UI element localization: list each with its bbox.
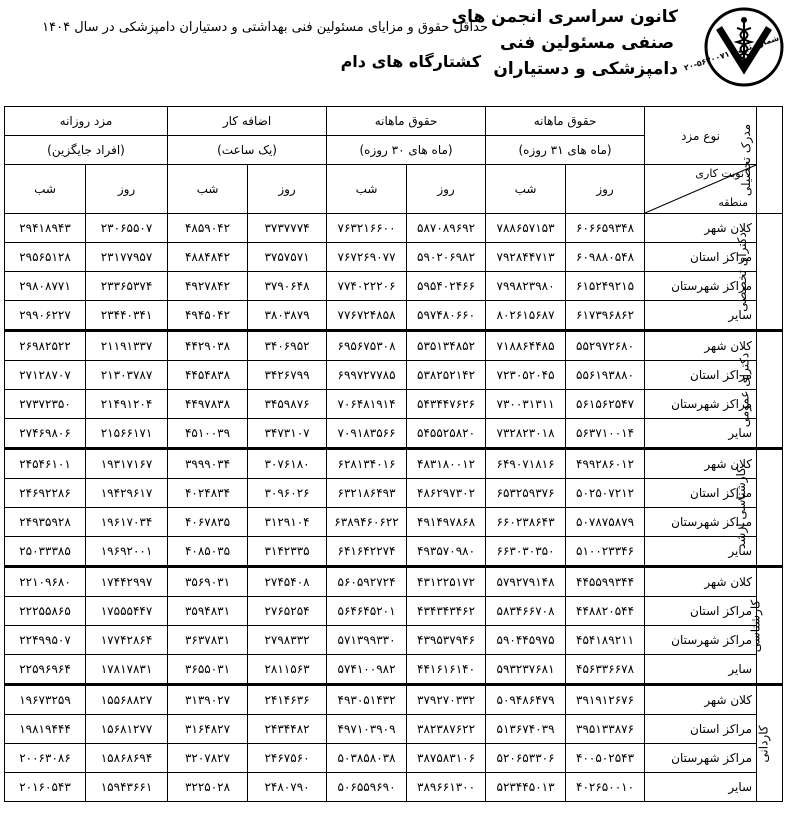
group-header-daily: مزد روزانه — [5, 107, 168, 136]
value-cell: ۱۵۶۸۱۲۷۷ — [86, 715, 168, 744]
region-cell: کلان شهر — [645, 214, 757, 243]
table-row — [5, 508, 783, 537]
value-cell: ۴۹۹۲۸۶۰۱۲ — [566, 449, 645, 479]
value-cell: ۳۵۶۹۰۳۱ — [168, 567, 248, 597]
degree-cell: دکترای عمومی — [757, 331, 783, 449]
table-row — [5, 331, 783, 361]
day-header: روز — [86, 165, 168, 214]
value-cell: ۲۲۲۵۵۸۶۵ — [5, 597, 86, 626]
value-cell: ۶۰۹۸۸۰۵۴۸ — [566, 243, 645, 272]
value-cell: ۴۴۸۸۲۰۵۴۴ — [566, 597, 645, 626]
value-cell: ۳۶۳۷۸۳۱ — [168, 626, 248, 655]
night-header: شب — [486, 165, 566, 214]
value-cell: ۳۸۲۳۸۷۶۲۲ — [407, 715, 486, 744]
value-cell: ۴۴۵۴۸۳۸ — [168, 361, 248, 390]
value-cell: ۲۷۴۶۹۸۰۶ — [5, 419, 86, 449]
table-row — [5, 537, 783, 567]
day-header: روز — [407, 165, 486, 214]
value-cell: ۳۴۰۶۹۵۲ — [248, 331, 327, 361]
value-cell: ۱۹۶۷۳۲۵۹ — [5, 685, 86, 715]
value-cell: ۴۵۴۱۸۹۲۱۱ — [566, 626, 645, 655]
group-header-overtime: اضافه کار — [168, 107, 327, 136]
value-cell: ۷۶۳۲۱۶۶۰۰ — [327, 214, 407, 243]
value-cell: ۵۸۳۴۶۶۷۰۸ — [486, 597, 566, 626]
region-cell: کلان شهر — [645, 685, 757, 715]
value-cell: ۴۰۰۵۰۲۵۴۳ — [566, 744, 645, 773]
table-row — [5, 685, 783, 715]
value-cell: ۵۰۲۵۰۷۲۱۲ — [566, 479, 645, 508]
value-cell: ۷۹۲۸۴۴۷۱۳ — [486, 243, 566, 272]
value-cell: ۴۸۵۹۰۴۲ — [168, 214, 248, 243]
value-cell: ۴۳۱۲۲۵۱۷۲ — [407, 567, 486, 597]
value-cell: ۲۷۳۷۲۳۵۰ — [5, 390, 86, 419]
value-cell: ۴۹۷۱۰۳۹۰۹ — [327, 715, 407, 744]
value-cell: ۳۴۲۶۷۹۹ — [248, 361, 327, 390]
value-cell: ۵۶۱۵۶۲۵۴۷ — [566, 390, 645, 419]
value-cell: ۳۴۵۹۸۷۶ — [248, 390, 327, 419]
value-cell: ۲۷۴۵۴۰۸ — [248, 567, 327, 597]
value-cell: ۲۴۹۳۵۹۲۸ — [5, 508, 86, 537]
value-cell: ۲۹۵۶۵۱۲۸ — [5, 243, 86, 272]
value-cell: ۴۴۲۹۰۳۸ — [168, 331, 248, 361]
value-cell: ۲۴۵۴۶۱۰۱ — [5, 449, 86, 479]
value-cell: ۱۹۶۹۲۰۰۱ — [86, 537, 168, 567]
value-cell: ۷۰۶۴۸۱۹۱۴ — [327, 390, 407, 419]
value-cell: ۵۶۳۷۱۰۰۱۴ — [566, 419, 645, 449]
table-row — [5, 626, 783, 655]
value-cell: ۳۲۰۷۸۲۷ — [168, 744, 248, 773]
group-header-monthly-31: حقوق ماهانه — [486, 107, 645, 136]
value-cell: ۲۷۶۵۲۵۴ — [248, 597, 327, 626]
value-cell: ۳۹۹۹۰۳۴ — [168, 449, 248, 479]
value-cell: ۷۳۲۸۲۳۰۱۸ — [486, 419, 566, 449]
value-cell: ۴۸۶۲۹۷۳۰۲ — [407, 479, 486, 508]
value-cell: ۴۴۱۶۱۶۱۴۰ — [407, 655, 486, 685]
value-cell: ۳۸۹۶۶۱۳۰۰ — [407, 773, 486, 802]
value-cell: ۵۶۰۵۹۲۷۲۴ — [327, 567, 407, 597]
value-cell: ۳۵۹۴۸۳۱ — [168, 597, 248, 626]
value-cell: ۲۱۳۰۳۷۸۷ — [86, 361, 168, 390]
wage-table-body — [5, 214, 783, 802]
value-cell: ۵۳۵۱۳۴۸۵۲ — [407, 331, 486, 361]
value-cell: ۱۹۶۱۷۰۳۴ — [86, 508, 168, 537]
region-cell: مراکز شهرستان — [645, 508, 757, 537]
group-sub-monthly-30: (ماه های ۳۰ روزه) — [327, 136, 486, 165]
value-cell: ۵۹۵۴۰۲۴۶۶ — [407, 272, 486, 301]
value-cell: ۵۸۷۰۸۹۶۹۲ — [407, 214, 486, 243]
value-cell: ۱۹۴۲۹۶۱۷ — [86, 479, 168, 508]
table-row — [5, 301, 783, 331]
value-cell: ۳۲۲۵۰۲۸ — [168, 773, 248, 802]
value-cell: ۲۳۰۶۵۵۰۷ — [86, 214, 168, 243]
day-header: روز — [566, 165, 645, 214]
region-cell: مراکز شهرستان — [645, 744, 757, 773]
value-cell: ۱۵۵۶۸۸۲۷ — [86, 685, 168, 715]
value-cell: ۴۳۴۳۴۳۴۶۲ — [407, 597, 486, 626]
value-cell: ۵۲۳۴۴۵۰۱۳ — [486, 773, 566, 802]
value-cell: ۳۱۲۹۱۰۴ — [248, 508, 327, 537]
group-sub-overtime: (یک ساعت) — [168, 136, 327, 165]
value-cell: ۲۴۶۹۲۲۸۶ — [5, 479, 86, 508]
value-cell: ۶۱۵۲۴۹۲۱۵ — [566, 272, 645, 301]
table-row — [5, 597, 783, 626]
value-cell: ۷۷۴۰۲۲۲۰۶ — [327, 272, 407, 301]
value-cell: ۱۷۸۱۷۸۳۱ — [86, 655, 168, 685]
value-cell: ۳۷۹۰۶۴۸ — [248, 272, 327, 301]
value-cell: ۳۸۰۳۸۷۹ — [248, 301, 327, 331]
table-row — [5, 715, 783, 744]
value-cell: ۴۹۳۵۷۰۹۸۰ — [407, 537, 486, 567]
value-cell: ۵۳۸۲۵۲۱۴۲ — [407, 361, 486, 390]
table-row — [5, 214, 783, 243]
table-row — [5, 567, 783, 597]
degree-cell: کاردانی — [757, 685, 783, 802]
table-row — [5, 419, 783, 449]
region-cell: سایر — [645, 537, 757, 567]
value-cell: ۵۲۰۶۵۳۳۰۶ — [486, 744, 566, 773]
value-cell: ۶۱۷۳۹۶۸۶۲ — [566, 301, 645, 331]
value-cell: ۲۹۹۰۶۲۲۷ — [5, 301, 86, 331]
value-cell: ۳۷۹۲۷۰۳۳۲ — [407, 685, 486, 715]
value-cell: ۶۳۲۱۸۶۴۹۳ — [327, 479, 407, 508]
value-cell: ۷۶۷۲۶۹۰۷۷ — [327, 243, 407, 272]
table-row — [5, 449, 783, 479]
value-cell: ۴۴۵۵۹۹۳۴۴ — [566, 567, 645, 597]
org-name-line-3: دامپزشکی و دستیاران — [493, 59, 678, 79]
value-cell: ۳۷۵۷۵۷۱ — [248, 243, 327, 272]
value-cell: ۵۰۳۸۵۸۰۳۸ — [327, 744, 407, 773]
value-cell: ۱۷۵۵۵۴۴۷ — [86, 597, 168, 626]
degree-cell: کارشناسی ارشد — [757, 449, 783, 567]
region-cell: کلان شهر — [645, 567, 757, 597]
table-row — [5, 773, 783, 802]
region-cell: سایر — [645, 301, 757, 331]
value-cell: ۴۵۱۰۰۳۹ — [168, 419, 248, 449]
value-cell: ۶۳۸۹۴۶۰۶۲۲ — [327, 508, 407, 537]
value-cell: ۳۰۷۶۱۸۰ — [248, 449, 327, 479]
org-name-line-2: صنفی مسئولین فنی — [500, 33, 674, 53]
value-cell: ۵۹۰۲۰۶۹۸۲ — [407, 243, 486, 272]
value-cell: ۵۷۱۳۹۹۳۳۰ — [327, 626, 407, 655]
value-cell: ۵۰۶۵۵۹۶۹۰ — [327, 773, 407, 802]
region-cell: کلان شهر — [645, 449, 757, 479]
value-cell: ۷۰۹۱۸۳۵۶۶ — [327, 419, 407, 449]
value-cell: ۳۸۷۵۸۳۱۰۶ — [407, 744, 486, 773]
region-cell: مراکز استان — [645, 715, 757, 744]
value-cell: ۲۵۰۳۳۳۸۵ — [5, 537, 86, 567]
value-cell: ۴۰۲۴۸۳۴ — [168, 479, 248, 508]
document-subtitle: کشتارگاه های دام — [340, 52, 481, 71]
value-cell: ۳۰۹۶۰۲۶ — [248, 479, 327, 508]
value-cell: ۵۴۳۴۴۷۶۲۶ — [407, 390, 486, 419]
value-cell: ۲۴۱۴۶۳۶ — [248, 685, 327, 715]
region-cell: مراکز شهرستان — [645, 626, 757, 655]
value-cell: ۷۳۰۰۳۱۳۱۱ — [486, 390, 566, 419]
value-cell: ۵۱۳۶۷۴۰۳۹ — [486, 715, 566, 744]
value-cell: ۴۹۴۵۰۴۲ — [168, 301, 248, 331]
value-cell: ۶۴۹۰۷۱۸۱۶ — [486, 449, 566, 479]
table-row — [5, 479, 783, 508]
value-cell: ۵۹۷۴۸۰۶۶۰ — [407, 301, 486, 331]
value-cell: ۷۷۶۷۲۴۸۵۸ — [327, 301, 407, 331]
region-cell: مراکز استان — [645, 243, 757, 272]
wage-type-header: نوع مزد — [645, 107, 757, 165]
value-cell: ۷۹۹۸۲۳۹۸۰ — [486, 272, 566, 301]
value-cell: ۵۵۶۱۹۳۸۸۰ — [566, 361, 645, 390]
value-cell: ۴۵۶۳۳۶۶۷۸ — [566, 655, 645, 685]
night-header: شب — [5, 165, 86, 214]
value-cell: ۷۱۸۸۶۴۴۸۵ — [486, 331, 566, 361]
value-cell: ۱۹۸۱۹۴۴۴ — [5, 715, 86, 744]
value-cell: ۳۷۳۷۷۷۴ — [248, 214, 327, 243]
value-cell: ۵۴۵۵۲۵۸۲۰ — [407, 419, 486, 449]
region-label: منطقه — [718, 196, 749, 209]
region-cell: مراکز استان — [645, 361, 757, 390]
value-cell: ۵۰۷۸۷۵۸۷۹ — [566, 508, 645, 537]
value-cell: ۶۰۶۶۵۹۳۴۸ — [566, 214, 645, 243]
value-cell: ۵۷۹۲۷۹۱۴۸ — [486, 567, 566, 597]
value-cell: ۴۳۹۵۳۷۹۴۶ — [407, 626, 486, 655]
value-cell: ۲۴۸۰۷۹۰ — [248, 773, 327, 802]
value-cell: ۷۸۸۶۵۷۱۵۳ — [486, 214, 566, 243]
value-cell: ۱۵۹۴۳۶۶۱ — [86, 773, 168, 802]
degree-cell: دکترای تخصصی — [757, 214, 783, 331]
value-cell: ۲۲۵۹۶۹۶۴ — [5, 655, 86, 685]
value-cell: ۴۸۸۴۸۴۲ — [168, 243, 248, 272]
value-cell: ۲۷۹۸۳۳۲ — [248, 626, 327, 655]
value-cell: ۴۰۲۶۵۰۰۱۰ — [566, 773, 645, 802]
value-cell: ۲۰۱۶۰۵۴۳ — [5, 773, 86, 802]
value-cell: ۱۵۸۶۸۶۹۴ — [86, 744, 168, 773]
value-cell: ۴۰۸۵۰۳۵ — [168, 537, 248, 567]
value-cell: ۱۷۴۴۲۹۹۷ — [86, 567, 168, 597]
group-sub-daily: (افراد جایگزین) — [5, 136, 168, 165]
value-cell: ۳۱۶۴۸۲۷ — [168, 715, 248, 744]
group-header-monthly-30: حقوق ماهانه — [327, 107, 486, 136]
value-cell: ۵۹۰۴۴۵۹۷۵ — [486, 626, 566, 655]
shift-label: نوبت کاری — [695, 167, 745, 180]
registration-number: شماره ثبت : ۵۶۳۰۰۷۱-۲۰ — [683, 33, 781, 73]
value-cell: ۲۱۴۹۱۲۰۴ — [86, 390, 168, 419]
value-cell: ۳۴۷۳۱۰۷ — [248, 419, 327, 449]
table-row — [5, 744, 783, 773]
value-cell: ۴۹۱۴۹۷۸۶۸ — [407, 508, 486, 537]
value-cell: ۲۳۳۶۵۳۷۴ — [86, 272, 168, 301]
value-cell: ۶۶۰۲۳۸۶۴۳ — [486, 508, 566, 537]
value-cell: ۴۹۳۰۵۱۴۳۲ — [327, 685, 407, 715]
value-cell: ۳۹۵۱۳۳۸۷۶ — [566, 715, 645, 744]
region-cell: مراکز استان — [645, 597, 757, 626]
value-cell: ۶۹۹۷۲۷۷۸۵ — [327, 361, 407, 390]
value-cell: ۲۴۶۷۵۶۰ — [248, 744, 327, 773]
value-cell: ۳۱۳۹۰۲۷ — [168, 685, 248, 715]
region-cell: مراکز شهرستان — [645, 390, 757, 419]
table-row — [5, 272, 783, 301]
value-cell: ۴۸۳۱۸۰۰۱۲ — [407, 449, 486, 479]
table-row — [5, 390, 783, 419]
value-cell: ۶۵۳۲۵۹۳۷۶ — [486, 479, 566, 508]
value-cell: ۳۶۵۵۰۳۱ — [168, 655, 248, 685]
value-cell: ۷۲۳۰۵۲۰۴۵ — [486, 361, 566, 390]
value-cell: ۳۱۴۲۳۳۵ — [248, 537, 327, 567]
shift-region-cell — [645, 165, 757, 214]
value-cell: ۶۴۱۶۴۲۲۷۴ — [327, 537, 407, 567]
region-cell: مراکز شهرستان — [645, 272, 757, 301]
value-cell: ۲۳۱۷۷۹۵۷ — [86, 243, 168, 272]
value-cell: ۲۶۹۸۲۵۲۲ — [5, 331, 86, 361]
wage-table — [4, 106, 783, 802]
value-cell: ۵۷۴۱۰۰۹۸۲ — [327, 655, 407, 685]
value-cell: ۵۱۰۰۲۳۳۴۶ — [566, 537, 645, 567]
value-cell: ۵۶۴۶۴۵۲۰۱ — [327, 597, 407, 626]
value-cell: ۱۹۳۱۷۱۶۷ — [86, 449, 168, 479]
value-cell: ۶۶۳۰۳۰۳۵۰ — [486, 537, 566, 567]
value-cell: ۱۷۷۴۲۸۶۴ — [86, 626, 168, 655]
document-header — [0, 0, 790, 104]
region-cell: کلان شهر — [645, 331, 757, 361]
table-row — [5, 655, 783, 685]
group-sub-monthly-31: (ماه های ۳۱ روزه) — [486, 136, 645, 165]
value-cell: ۲۱۱۹۱۳۳۷ — [86, 331, 168, 361]
org-name-line-1: کانون سراسری انجمن های — [451, 7, 678, 27]
value-cell: ۵۰۹۴۸۶۴۷۹ — [486, 685, 566, 715]
table-row — [5, 243, 783, 272]
value-cell: ۲۲۱۰۹۶۸۰ — [5, 567, 86, 597]
degree-header: مدرک تحصیلی — [757, 107, 783, 214]
region-cell: سایر — [645, 655, 757, 685]
region-cell: مراکز استان — [645, 479, 757, 508]
value-cell: ۴۹۲۷۸۴۲ — [168, 272, 248, 301]
value-cell: ۲۹۸۰۸۷۷۱ — [5, 272, 86, 301]
region-cell: سایر — [645, 773, 757, 802]
value-cell: ۲۹۴۱۸۹۴۳ — [5, 214, 86, 243]
day-header: روز — [248, 165, 327, 214]
value-cell: ۲۸۱۱۵۶۳ — [248, 655, 327, 685]
value-cell: ۲۰۰۶۳۰۸۶ — [5, 744, 86, 773]
night-header: شب — [168, 165, 248, 214]
value-cell: ۸۰۲۶۱۵۶۸۷ — [486, 301, 566, 331]
value-cell: ۶۹۵۶۷۵۳۰۸ — [327, 331, 407, 361]
value-cell: ۲۳۴۴۰۳۴۱ — [86, 301, 168, 331]
value-cell: ۲۷۱۲۸۷۰۷ — [5, 361, 86, 390]
night-header: شب — [327, 165, 407, 214]
degree-cell: کارشناسی — [757, 567, 783, 685]
value-cell: ۵۹۳۲۳۷۶۸۱ — [486, 655, 566, 685]
value-cell: ۴۰۶۷۸۳۵ — [168, 508, 248, 537]
region-cell: سایر — [645, 419, 757, 449]
value-cell: ۵۵۲۹۷۲۶۸۰ — [566, 331, 645, 361]
document-title: حداقل حقوق و مزایای مسئولین فنی بهداشتی و دستیاران دامپزشکی در سال ۱۴۰۴ — [42, 20, 488, 35]
value-cell: ۲۴۳۴۴۸۲ — [248, 715, 327, 744]
value-cell: ۲۱۵۶۶۱۷۱ — [86, 419, 168, 449]
table-row — [5, 361, 783, 390]
value-cell: ۴۴۹۷۸۳۸ — [168, 390, 248, 419]
value-cell: ۶۲۸۱۳۴۰۱۶ — [327, 449, 407, 479]
value-cell: ۳۹۱۹۱۲۶۷۶ — [566, 685, 645, 715]
value-cell: ۲۲۴۹۹۵۰۷ — [5, 626, 86, 655]
